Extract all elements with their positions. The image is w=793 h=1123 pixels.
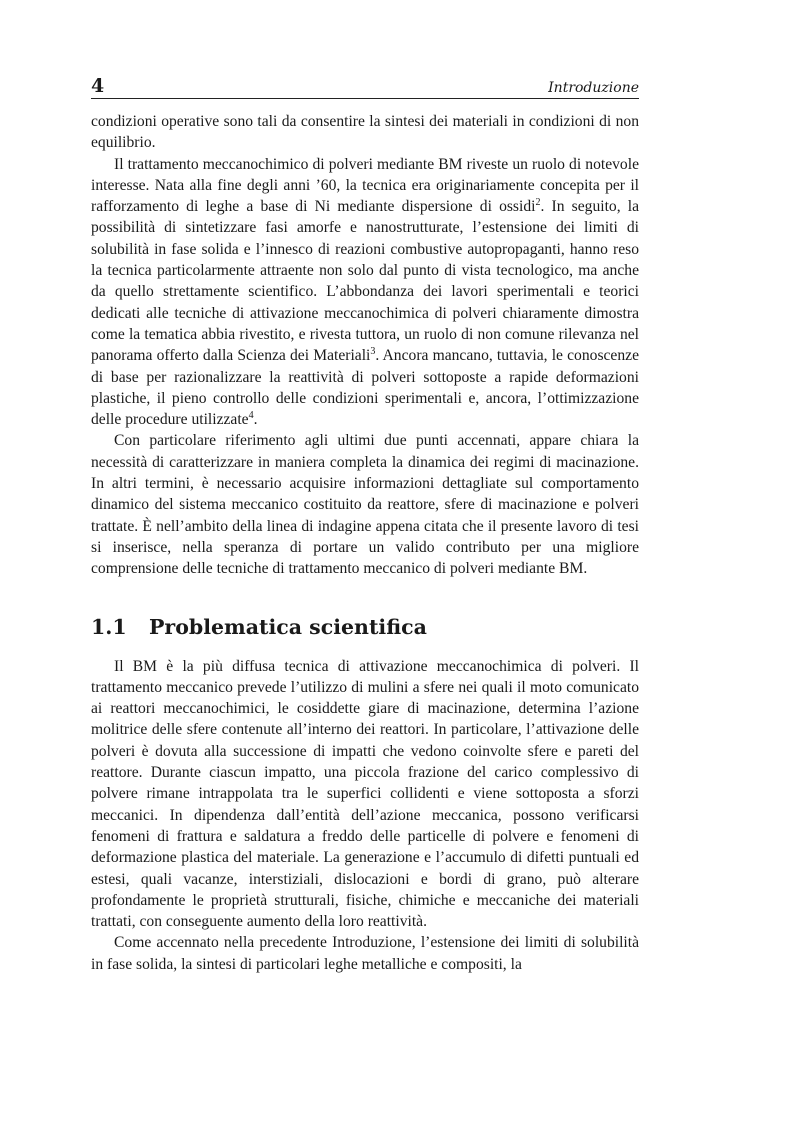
running-title: Introduzione	[548, 80, 639, 96]
running-header	[91, 74, 639, 99]
paragraph: condizioni operative sono tali da consentire la sintesi dei materiali in condizioni di non equilibrio.	[91, 113, 639, 152]
text-segment: . Ancora mancano, tuttavia, le conoscenze di base per razionalizzare la reattività di polveri sottoposte a rapide deformazioni plastiche, il pieno controllo delle condizioni sperimentali e, ancora, l’ottimizzazione delle procedure utilizzate	[91, 347, 639, 429]
paragraph	[91, 154, 639, 431]
text-segment: Il trattamento meccanochimico di polveri mediante BM riveste un ruolo di notevole interesse. Nata alla fine degli anni ’60, la tecnica era originariamente concepita per il rafforzamento di leghe a base di Ni mediante dispersione di ossidi	[91, 155, 639, 216]
text-segment: . In seguito, la possibilità di sintetizzare fasi amorfe e nanostrutturate, l’estensione dei limiti di solubilità in fase solida e l’innesco di reazioni combustive autopropaganti, hanno reso la tecnica particolarmente attraente non solo dal punto di vista tecnologico, ma anche da quello strettamente scientifico. L’abbondanza dei lavori sperimentali e teorici dedicati alle tecniche di attivazione meccanochimica di polveri chiaramente dimostra come la tematica abbia rivestito, e rivesta tuttora, un ruolo di non comune rilevanza nel panorama offerto dalla Scienza dei Materiali	[91, 198, 639, 365]
page-number: 4	[91, 75, 105, 97]
section-title: Problematica scientifica	[149, 614, 427, 639]
footnote-ref: 3	[370, 346, 376, 358]
text-segment: .	[253, 411, 258, 429]
footnote-ref: 2	[535, 197, 541, 208]
footnote-ref: 4	[248, 409, 254, 421]
section-heading	[91, 614, 639, 640]
paragraph: Con particolare riferimento agli ultimi due punti accennati, appare chiara la necessità di caratterizzare in maniera completa la dinamica dei regimi di macinazione. In altri termini, è necessario acquisire informazioni dettagliate sul comportamento dinamico del sistema meccanico costituito da reattore, sfere di macinazione e polveri trattate. È nell’ambito della linea di indagine appena citata che il presente lavoro di tesi si inserisce, nella speranza di portare un valido contributo per una migliore comprensione delle tecniche di trattamento meccanico di polveri mediante BM.	[91, 432, 639, 578]
paragraph: Come accennato nella precedente Introduzione, l’estensione dei limiti di solubilità in fase solida, la sintesi di particolari leghe metalliche e compositi, la	[91, 934, 639, 973]
document-page	[91, 74, 639, 975]
paragraph: Il BM è la più diffusa tecnica di attivazione meccanochimica di polveri. Il trattamento meccanico prevede l’utilizzo di mulini a sfere nei quali il moto comunicato ai reattori meccanochimici, le cosiddette giare di macinazione, determina l’azione molitrice delle sfere contenute all’interno dei reattori. In particolare, l’attivazione delle polveri è dovuta alla successione di impatti che vedono coinvolte sfere e pareti del reattore. Durante ciascun impatto, una piccola frazione del carico complessivo di polvere rimane intrappolata tra le superfici collidenti e viene sottoposta a sforzi meccanici. In dipendenza dall’entità dell’azione meccanica, possono verificarsi fenomeni di frattura e saldatura a freddo delle particelle di polvere e fenomeni di deformazione plastica del materiale. La generazione e l’accumulo di difetti puntuali ed estesi, quali vacanze, interstiziali, dislocazioni e bordi di grano, può alterare profondamente le proprietà strutturali, fisiche, chimiche e meccaniche dei materiali trattati, con conseguente aumento della loro reattività.	[91, 657, 639, 931]
section-number: 1.1	[91, 614, 127, 639]
body-text	[91, 111, 639, 975]
